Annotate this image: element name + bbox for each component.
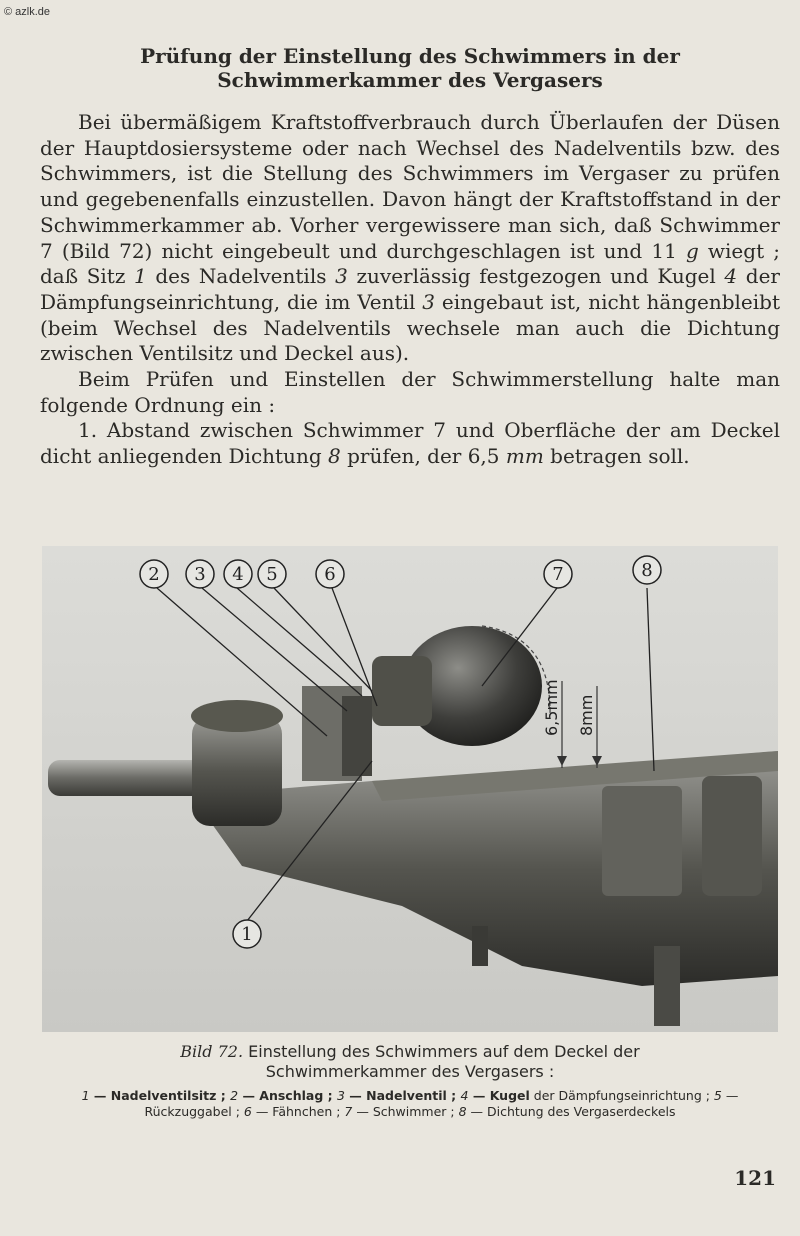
callout-2: 2 bbox=[148, 564, 160, 585]
title-line-2: Schwimmerkammer des Vergasers bbox=[217, 68, 603, 92]
figure-label: Bild 72. bbox=[180, 1042, 244, 1061]
page-number: 121 bbox=[734, 1166, 776, 1190]
caption-line-1: Bild 72. Einstellung des Schwimmers auf dem Deckel der bbox=[180, 1042, 640, 1061]
paragraph-3: 1. Abstand zwischen Schwimmer 7 und Oberfläche der am Deckel dicht anliegenden Dichtung 8 prüfen, der 6,5 mm betragen soll. bbox=[40, 418, 780, 469]
caption-line-2: Schwimmerkammer des Vergasers : bbox=[265, 1062, 555, 1081]
callout-7: 7 bbox=[552, 564, 564, 585]
callout-8: 8 bbox=[641, 560, 653, 581]
dim-8mm: 8mm bbox=[577, 694, 596, 736]
title-line-1: Prüfung der Einstellung des Schwimmers in der bbox=[140, 44, 680, 68]
carburetor-photo bbox=[42, 546, 778, 1032]
figure-legend: 1 — Nadelventilsitz ; 2 — Anschlag ; 3 — Nadelventil ; 4 — Kugel der Dämpfungseinrichtung ; 5 — Rückzuggabel ; 6 — Fähnchen ; 7 — Schwimmer ; 8 — Dichtung des Vergaserdeckels bbox=[81, 1088, 739, 1119]
callout-3: 3 bbox=[194, 564, 206, 585]
dim-6-5mm: 6,5mm bbox=[542, 679, 561, 736]
callout-6: 6 bbox=[324, 564, 336, 585]
paragraph-2: Beim Prüfen und Einstellen der Schwimmerstellung halte man folgende Ordnung ein : bbox=[40, 367, 780, 417]
watermark: © azlk.de bbox=[4, 6, 51, 18]
callout-4: 4 bbox=[232, 564, 244, 585]
figure-caption bbox=[40, 1042, 780, 1082]
callout-5: 5 bbox=[266, 564, 278, 585]
callout-1: 1 bbox=[241, 924, 253, 945]
section-title bbox=[40, 44, 780, 92]
body-text bbox=[40, 110, 780, 470]
paragraph-1: Bei übermäßigem Kraftstoffverbrauch durch Überlaufen der Düsen der Hauptdosiersysteme oder nach Wechsel des Nadelventils bzw. des Schwimmers, ist die Stellung des Schwimmers im Vergaser zu prüfen und gegebenenfalls einzustellen. Davon hängt der Kraftstoffstand in der Schwimmerkammer ab. Vorher vergewissere man sich, daß Schwimmer 7 (Bild 72) nicht eingebeult und durchgeschlagen ist und 11 g wiegt ; daß Sitz 1 des Nadelventils 3 zuverlässig festgezogen und Kugel 4 der Dämpfungseinrichtung, die im Ventil 3 eingebaut ist, nicht hängenbleibt (beim Wechsel des Nadelventils wechsele man auch die Dichtung zwischen Ventilsitz und Deckel aus). bbox=[40, 110, 780, 366]
